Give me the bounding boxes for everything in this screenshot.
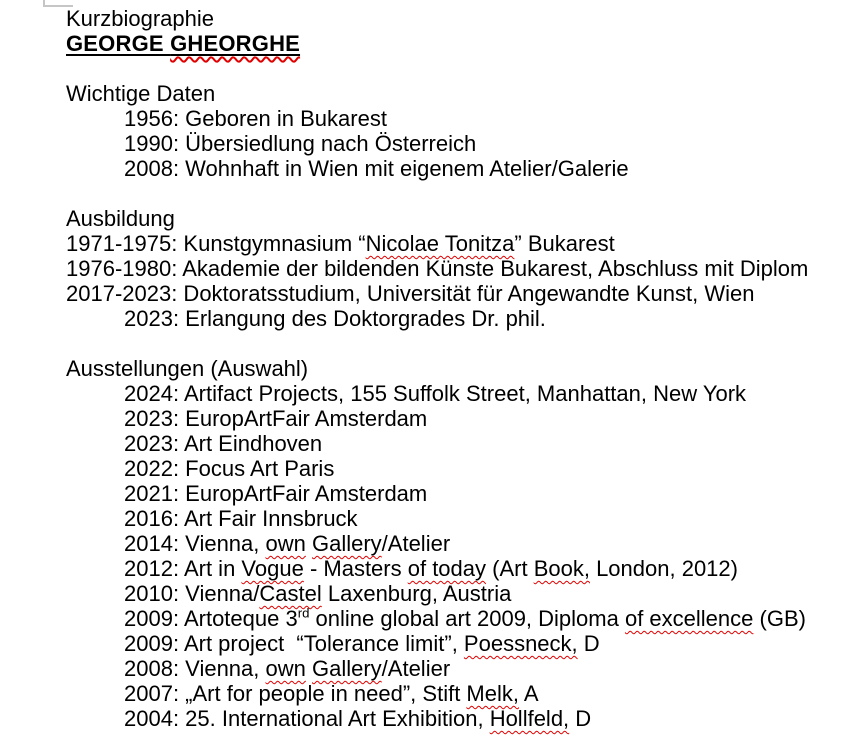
misspelled-word: Vogue [241, 556, 304, 581]
text-segment: 2012: Art in [124, 556, 242, 581]
doc-line-heading-ausbildung[interactable] [66, 206, 854, 231]
doc-line-ausstellung-2023b[interactable] [66, 431, 854, 456]
doc-line-ausstellung-2009b[interactable] [66, 631, 854, 656]
text-segment: 2023: Erlangung des Doktorgrades Dr. phil. [124, 306, 546, 331]
text-segment: London, 2012) [589, 556, 738, 581]
doc-line-daten-1956[interactable] [66, 106, 854, 131]
text-segment: Kurzbiographie [66, 6, 214, 31]
misspelled-word: Nicolae Tonitza [365, 231, 515, 256]
text-segment: 2021: EuropArtFair Amsterdam [124, 481, 428, 506]
text-segment: (Art [486, 556, 534, 581]
text-segment: ” Bukarest [514, 231, 615, 256]
text-segment: 2023: EuropArtFair Amsterdam [124, 406, 428, 431]
misspelled-word: Gallery [311, 531, 382, 556]
doc-line-heading-wichtige-daten[interactable] [66, 81, 854, 106]
doc-line-daten-1990[interactable] [66, 131, 854, 156]
doc-line-daten-2008[interactable] [66, 156, 854, 181]
text-segment: 1976-1980: Akademie der bildenden Künste Bukarest, Abschluss mit Diplom [66, 256, 809, 281]
doc-line-blank-2[interactable] [66, 181, 854, 206]
text-segment: 2007: „Art for people in need”, Stift [124, 681, 467, 706]
text-segment: 2022: Focus Art Paris [124, 456, 335, 481]
doc-line-ausstellung-2009a[interactable] [66, 606, 854, 631]
text-segment: Wichtige Daten [66, 81, 216, 106]
text-segment: 2023: Art Eindhoven [124, 431, 323, 456]
doc-line-ausbildung-1971-1975[interactable] [66, 231, 854, 256]
doc-line-ausstellung-2023a[interactable] [66, 406, 854, 431]
text-segment: online global art 2009, Diploma [309, 606, 625, 631]
text-segment: D [569, 706, 592, 731]
doc-line-ausstellung-2007[interactable] [66, 681, 854, 706]
superscript-ordinal: rd [297, 605, 310, 621]
misspelled-word: of today [407, 556, 487, 581]
text-segment: Ausbildung [66, 206, 175, 231]
text-segment: 2008: Wohnhaft in Wien mit eigenem Atelier/Galerie [124, 156, 629, 181]
misspelled-word: Poessneck, [463, 631, 578, 656]
doc-line-ausstellung-2022[interactable] [66, 456, 854, 481]
doc-line-ausstellung-2016[interactable] [66, 506, 854, 531]
text-segment: 2004: 25. International Art Exhibition, [124, 706, 490, 731]
misspelled-word: own [265, 531, 306, 556]
text-segment: Ausstellungen (Auswahl) [66, 356, 309, 381]
doc-line-ausstellung-2012[interactable] [66, 556, 854, 581]
doc-line-ausstellung-2008[interactable] [66, 656, 854, 681]
text-segment: 1990: Übersiedlung nach Österreich [124, 131, 477, 156]
doc-line-ausstellung-2004[interactable] [66, 706, 854, 731]
misspelled-word: own [265, 656, 306, 681]
text-segment: D [577, 631, 600, 656]
doc-line-name-title[interactable] [66, 31, 854, 56]
text-segment: 2008: Vienna, [124, 656, 266, 681]
doc-line-kurzbiographie[interactable] [66, 6, 854, 31]
misspelled-word: Gallery [311, 656, 382, 681]
doc-line-ausbildung-1976-1980[interactable] [66, 256, 854, 281]
text-segment: 2017-2023: Doktoratsstudium, Universität für Angewandte Kunst, Wien [66, 281, 755, 306]
text-segment: /Atelier [381, 531, 451, 556]
text-segment: - Masters [303, 556, 408, 581]
text-segment: (GB) [753, 606, 806, 631]
doc-line-ausstellung-2021[interactable] [66, 481, 854, 506]
text-segment: 1971-1975: Kunstgymnasium “ [66, 231, 366, 256]
text-segment: 2009: Artoteque 3 [124, 606, 298, 631]
text-segment: 1956: Geboren in Bukarest [124, 106, 387, 131]
misspelled-word: of excellence [624, 606, 754, 631]
misspelled-word: Hollfeld, [489, 706, 570, 731]
doc-line-ausbildung-2017-2023[interactable] [66, 281, 854, 306]
text-segment: /Atelier [381, 656, 451, 681]
text-segment: 2010: Vienna/ [124, 581, 260, 606]
misspelled-word: GHEORGHE [170, 31, 301, 56]
text-segment: 2009: Art project “Tolerance limit”, [124, 631, 464, 656]
doc-line-blank-3[interactable] [66, 331, 854, 356]
doc-line-ausbildung-2023[interactable] [66, 306, 854, 331]
misspelled-word: Castel [259, 581, 322, 606]
doc-line-ausstellung-2024[interactable] [66, 381, 854, 406]
text-segment: GEORGE [66, 31, 171, 56]
doc-line-blank-1[interactable] [66, 56, 854, 81]
doc-line-ausstellung-2014[interactable] [66, 531, 854, 556]
doc-line-heading-ausstellungen[interactable] [66, 356, 854, 381]
misspelled-word: Melk, [466, 681, 519, 706]
text-segment: 2014: Vienna, [124, 531, 266, 556]
misspelled-word: Book, [533, 556, 590, 581]
text-segment: Laxenburg, Austria [321, 581, 512, 606]
text-segment: A [518, 681, 539, 706]
text-segment: 2024: Artifact Projects, 155 Suffolk Street, Manhattan, New York [124, 381, 747, 406]
doc-line-ausstellung-2010[interactable] [66, 581, 854, 606]
text-segment: 2016: Art Fair Innsbruck [124, 506, 358, 531]
